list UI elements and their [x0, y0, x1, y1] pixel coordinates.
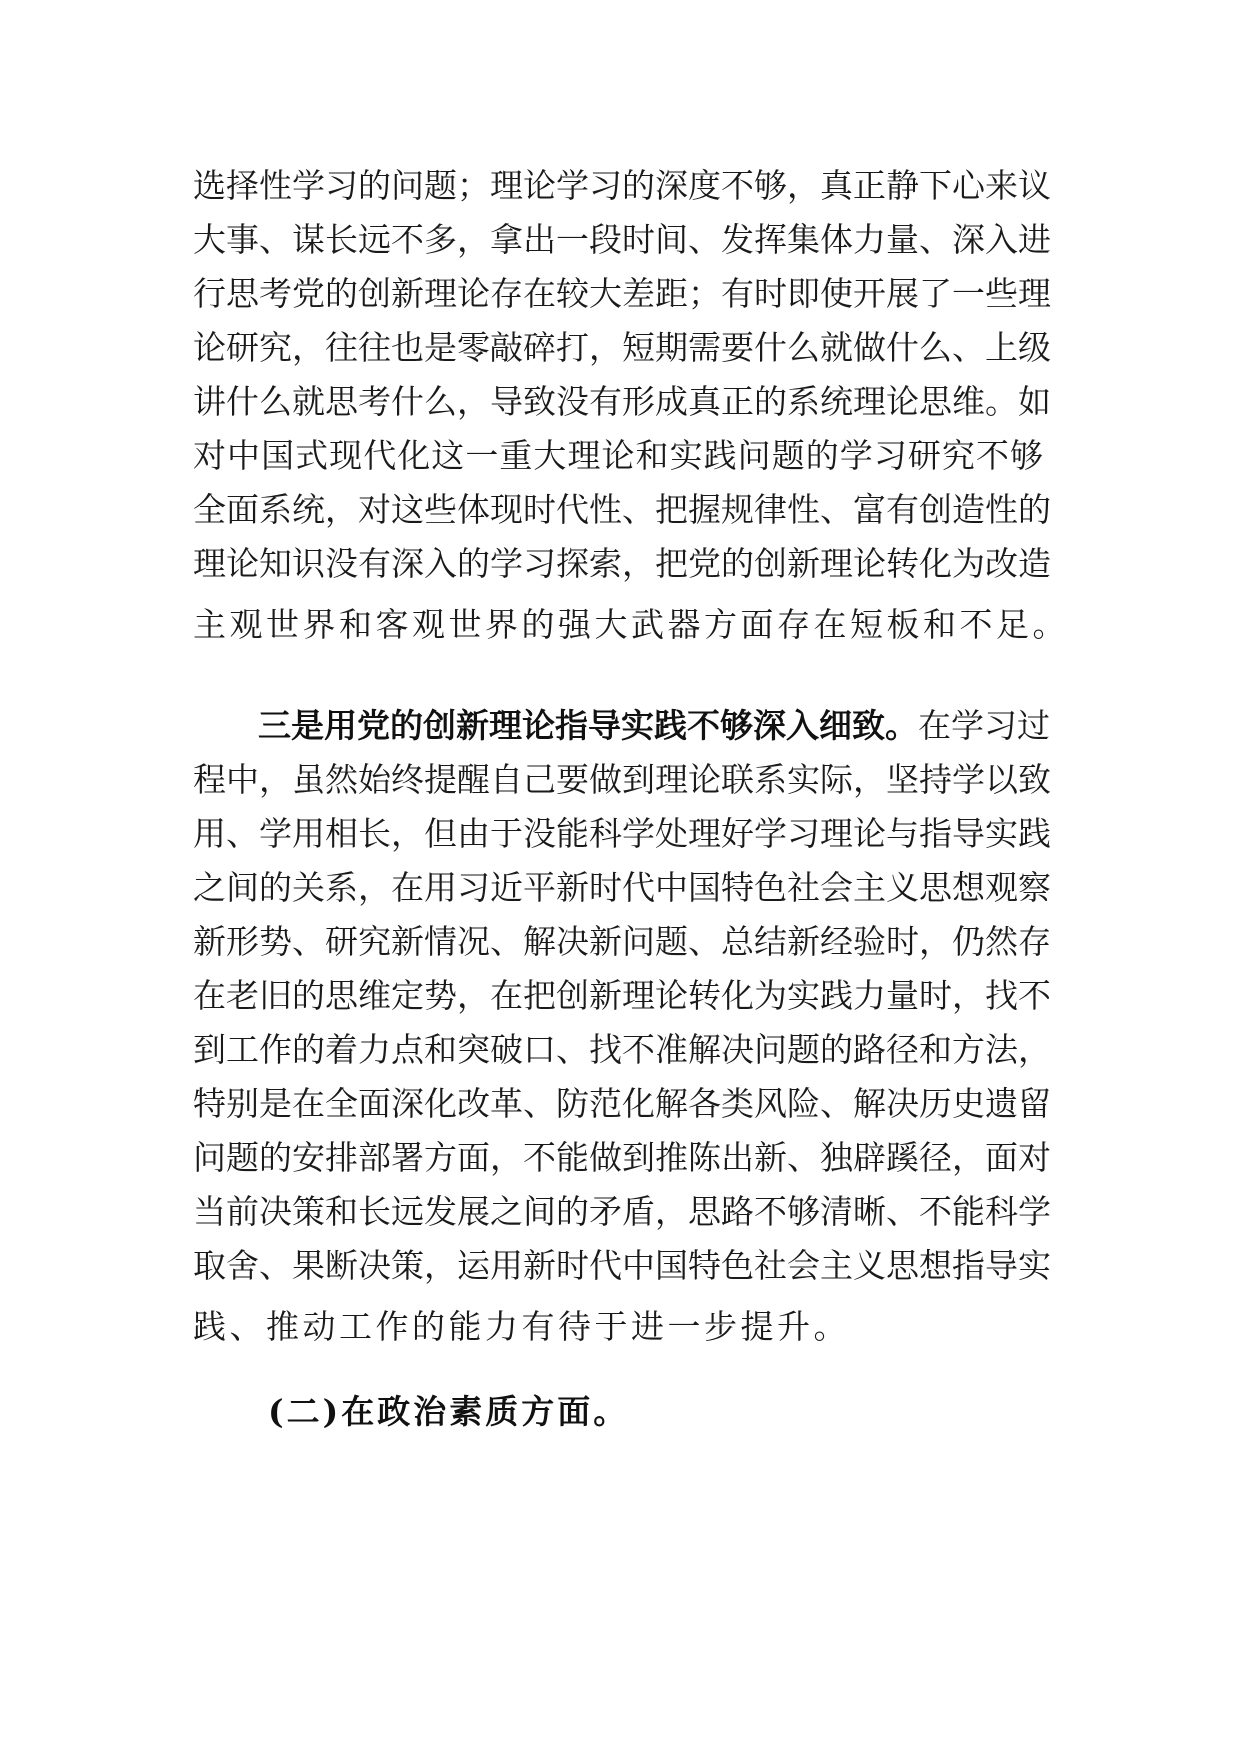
paragraph1-line-2: 大事、谋长远不多，拿出一段时间、发挥集体力量、深入进 — [193, 220, 1051, 259]
paragraph2-line-3: 用、学用相长，但由于没能科学处理好学习理论与指导实践 — [193, 814, 1051, 853]
paragraph1-line-9: 主观世界和客观世界的强大武器方面存在短板和不足。 — [193, 605, 1069, 644]
paragraph2-line-5: 新形势、研究新情况、解决新问题、总结新经验时，仍然存 — [193, 922, 1051, 961]
paragraph1-line-5: 讲什么就思考什么，导致没有形成真正的系统理论思维。如 — [193, 382, 1051, 421]
paragraph2-line-9: 问题的安排部署方面，不能做到推陈出新、独辟蹊径，面对 — [193, 1138, 1051, 1177]
paragraph2-line-10: 当前决策和长远发展之间的矛盾，思路不够清晰、不能科学 — [193, 1192, 1051, 1231]
paragraph1-line-6: 对中国式现代化这一重大理论和实践问题的学习研究不够 — [193, 436, 1043, 475]
paragraph2-line-7: 到工作的着力点和突破口、找不准解决问题的路径和方法， — [193, 1030, 1051, 1069]
paragraph1-line-4: 论研究，往往也是零敲碎打，短期需要什么就做什么、上级 — [193, 328, 1051, 367]
paragraph2-first-line — [258, 702, 1050, 750]
paragraph2-line-8: 特别是在全面深化改革、防范化解各类风险、解决历史遗留 — [193, 1084, 1051, 1123]
paragraph2-first-line-rest: 在学习过 — [918, 706, 1050, 745]
paragraph2-line-6: 在老旧的思维定势，在把创新理论转化为实践力量时，找不 — [193, 976, 1051, 1015]
section2-heading: (二)在政治素质方面。 — [268, 1392, 630, 1431]
paragraph2-line-4: 之间的关系，在用习近平新时代中国特色社会主义思想观察 — [193, 868, 1051, 907]
paragraph1-line-7: 全面系统，对这些体现时代性、把握规律性、富有创造性的 — [193, 490, 1051, 529]
paragraph2-line-11: 取舍、果断决策，运用新时代中国特色社会主义思想指导实 — [193, 1246, 1051, 1285]
paragraph2-line-12: 践、推动工作的能力有待于进一步提升。 — [193, 1307, 850, 1346]
paragraph2-heading: 三是用党的创新理论指导实践不够深入细致。 — [258, 706, 918, 745]
paragraph2-line-2: 程中，虽然始终提醒自己要做到理论联系实际，坚持学以致 — [193, 760, 1051, 799]
paragraph1-line-1: 选择性学习的问题；理论学习的深度不够，真正静下心来议 — [193, 166, 1051, 205]
paragraph1-line-3: 行思考党的创新理论存在较大差距；有时即使开展了一些理 — [193, 274, 1051, 313]
paragraph1-line-8: 理论知识没有深入的学习探索，把党的创新理论转化为改造 — [193, 544, 1051, 583]
